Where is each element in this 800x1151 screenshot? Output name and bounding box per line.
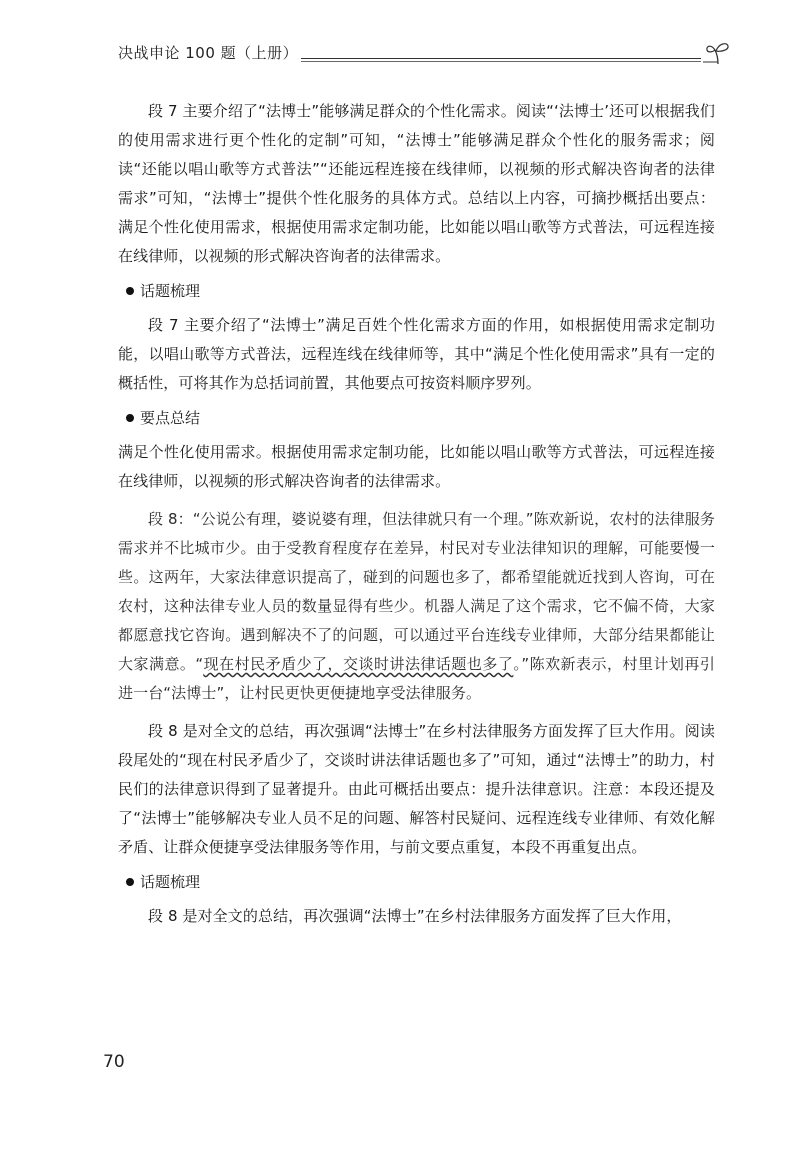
- book-title: 决战申论 100 题（上册）: [118, 44, 299, 62]
- bullet-icon: [126, 287, 134, 295]
- paragraph-topic-7: 段 7 主要介绍了“法博士”满足百姓个性化需求方面的作用，如根据使用需求定制功能，以唱山歌等方式普法，远程连线在线律师等，其中“满足个性化使用需求”具有一定的概括性，可将其作为总括词前置，其他要点可按资料顺序罗列。: [118, 316, 715, 392]
- heading-label: 要点总结: [140, 409, 201, 427]
- section-heading-topic: [118, 276, 715, 306]
- paragraph-analysis-8: 段 8 是对全文的总结，再次强调“法博士”在乡村法律服务方面发挥了巨大作用。阅读段尾处的“现在村民矛盾少了，交谈时讲法律话题也多了”可知，通过“法博士”的助力，村民们的法律意识得到了显著提升。由此可概括出要点：提升法律意识。注意：本段还提及了“法博士”能够解决专业人员不足的问题、解答村民疑问、远程连线专业律师、有效化解矛盾、让群众便捷享受法律服务等作用，与前文要点重复，本段不再重复出点。: [118, 722, 715, 856]
- bullet-icon: [126, 878, 134, 886]
- paragraph-topic-8: 段 8 是对全文的总结，再次强调“法博士”在乡村法律服务方面发挥了巨大作用，: [148, 907, 682, 925]
- header-rule: [301, 58, 701, 59]
- page-number: 70: [103, 1052, 125, 1072]
- bullet-icon: [126, 414, 134, 422]
- section-heading-topic-2: [118, 867, 715, 897]
- heading-label: 话题梳理: [140, 873, 201, 891]
- heading-label: 话题梳理: [140, 282, 201, 300]
- paragraph-source-8: [118, 505, 715, 708]
- page-body: [118, 97, 715, 931]
- section-heading-summary: [118, 403, 715, 433]
- source-text-end: 。”陈欢新表示，村里计划再引进一台“法博士”，让村民更快更便捷地享受法律服务。: [118, 655, 715, 702]
- wavy-underlined-quote: 现在村民矛盾少了，交谈时讲法律话题也多了: [203, 655, 514, 673]
- sprout-icon: [703, 40, 733, 66]
- running-header: [118, 40, 718, 70]
- source-text-start: 段 8：“公说公有理，婆说婆有理，但法律就只有一个理。”陈欢新说，农村的法律服务需求并不比城市少。由于受教育程度存在差异，村民对专业法律知识的理解，可能要慢一些。这两年，大家法律意识提高了，碰到的问题也多了，都希望能就近找到人咨询，可在农村，这种法律专业人员的数量显得有些少。机器人满足了这个需求，它不偏不倚，大家都愿意找它咨询。遇到解决不了的问题，可以通过平台连线专业律师，大部分结果都能让大家满意。“: [118, 510, 715, 673]
- header-rule-secondary: [301, 61, 701, 62]
- paragraph-analysis-7: 段 7 主要介绍了“法博士”能够满足群众的个性化需求。阅读“‘法博士’还可以根据我们的使用需求进行更个性化的定制”可知，“法博士”能够满足群众个性化的服务需求；阅读“还能以唱山歌等方式普法”“还能远程连接在线律师，以视频的形式解决咨询者的法律需求”可知，“法博士”提供个性化服务的具体方式。总结以上内容，可摘抄概括出要点：满足个性化使用需求，根据使用需求定制功能，比如能以唱山歌等方式普法，可远程连接在线律师，以视频的形式解决咨询者的法律需求。: [118, 102, 715, 265]
- paragraph-summary-7: 满足个性化使用需求。根据使用需求定制功能，比如能以唱山歌等方式普法，可远程连接在线律师，以视频的形式解决咨询者的法律需求。: [118, 443, 715, 490]
